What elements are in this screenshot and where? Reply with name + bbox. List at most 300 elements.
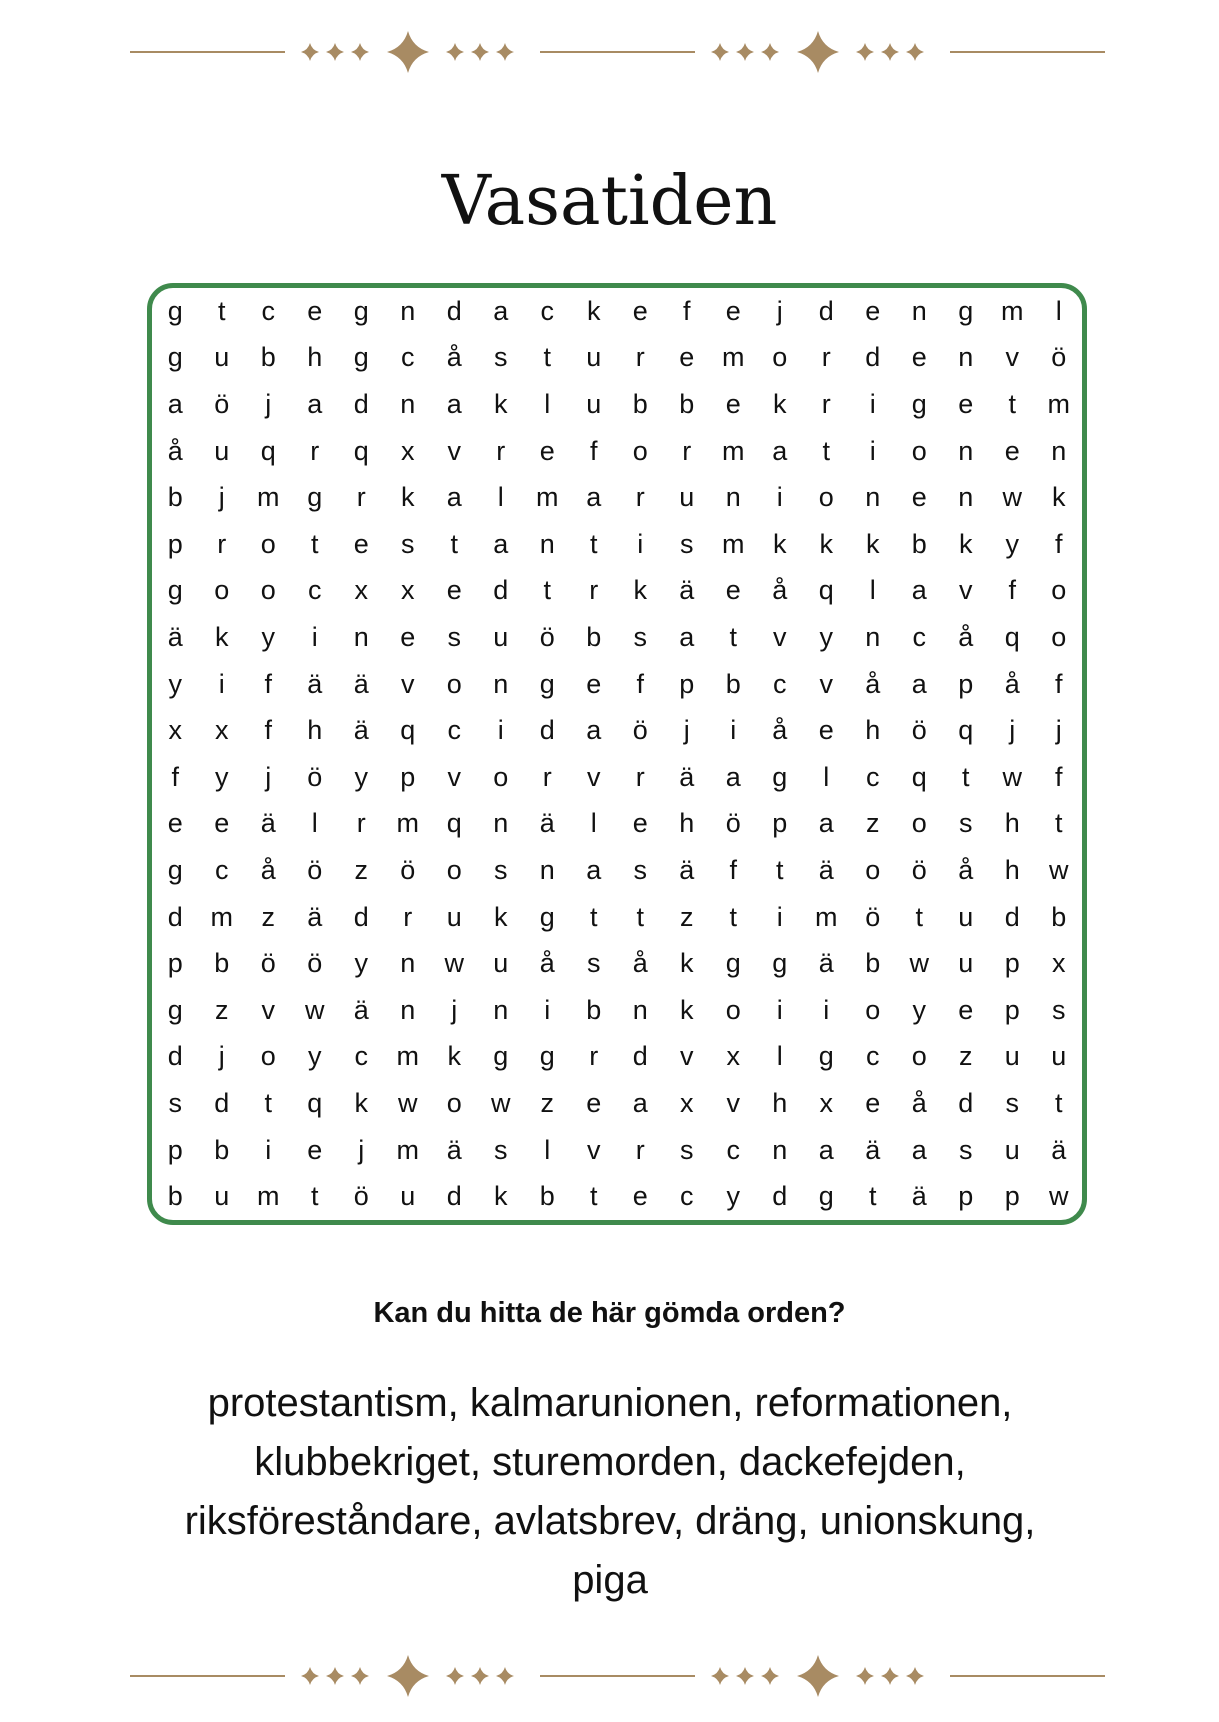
grid-letter[interactable]: ö — [307, 761, 323, 792]
grid-letter[interactable]: å — [260, 854, 276, 885]
grid-letter[interactable]: å — [772, 575, 788, 606]
grid-letter[interactable]: u — [493, 621, 509, 652]
grid-letter[interactable]: m — [536, 482, 559, 513]
grid-letter[interactable]: d — [539, 715, 555, 746]
grid-letter[interactable]: a — [446, 482, 462, 513]
grid-letter[interactable]: r — [310, 435, 320, 466]
grid-letter[interactable]: r — [589, 1041, 599, 1072]
grid-letter[interactable]: g — [911, 388, 927, 419]
grid-letter[interactable]: ä — [446, 1134, 462, 1165]
grid-letter[interactable]: o — [260, 575, 276, 606]
grid-letter[interactable]: a — [818, 1134, 834, 1165]
grid-letter[interactable]: o — [911, 1041, 927, 1072]
grid-letter[interactable]: e — [400, 621, 416, 652]
grid-letter[interactable]: n — [400, 994, 416, 1025]
grid-letter[interactable]: l — [823, 761, 830, 792]
grid-letter[interactable]: o — [446, 854, 462, 885]
grid-letter[interactable]: w — [305, 994, 325, 1025]
grid-letter[interactable]: p — [167, 948, 183, 979]
grid-letter[interactable]: i — [544, 994, 551, 1025]
grid-letter[interactable]: ö — [214, 388, 230, 419]
grid-letter[interactable]: g — [539, 1041, 555, 1072]
grid-letter[interactable]: k — [494, 901, 508, 932]
grid-letter[interactable]: o — [1051, 575, 1067, 606]
grid-letter[interactable]: c — [215, 854, 229, 885]
grid-letter[interactable]: v — [726, 1087, 740, 1118]
grid-letter[interactable]: g — [539, 901, 555, 932]
grid-letter[interactable]: q — [911, 761, 927, 792]
grid-letter[interactable]: c — [308, 575, 322, 606]
grid-letter[interactable]: b — [586, 994, 602, 1025]
grid-letter[interactable]: u — [958, 901, 974, 932]
grid-letter[interactable]: e — [1004, 435, 1020, 466]
grid-letter[interactable]: x — [726, 1041, 740, 1072]
grid-letter[interactable]: g — [772, 761, 788, 792]
grid-letter[interactable]: t — [450, 528, 458, 559]
grid-letter[interactable]: o — [911, 808, 927, 839]
grid-letter[interactable]: e — [632, 1181, 648, 1212]
grid-letter[interactable]: t — [729, 621, 737, 652]
grid-letter[interactable]: n — [632, 994, 648, 1025]
grid-letter[interactable]: e — [307, 295, 323, 326]
grid-letter[interactable]: ä — [865, 1134, 881, 1165]
grid-letter[interactable]: d — [353, 388, 369, 419]
grid-letter[interactable]: k — [773, 388, 787, 419]
grid-letter[interactable]: e — [353, 528, 369, 559]
grid-letter[interactable]: s — [494, 854, 508, 885]
grid-letter[interactable]: s — [680, 1134, 694, 1165]
grid-letter[interactable]: o — [911, 435, 927, 466]
grid-letter[interactable]: o — [446, 668, 462, 699]
grid-letter[interactable]: n — [400, 295, 416, 326]
grid-letter[interactable]: g — [307, 482, 323, 513]
grid-letter[interactable]: v — [680, 1041, 694, 1072]
grid-letter[interactable]: ö — [260, 948, 276, 979]
grid-letter[interactable]: u — [214, 1181, 230, 1212]
grid-letter[interactable]: t — [822, 435, 830, 466]
grid-letter[interactable]: h — [679, 808, 695, 839]
grid-letter[interactable]: r — [356, 482, 366, 513]
grid-letter[interactable]: v — [1005, 342, 1019, 373]
grid-letter[interactable]: r — [821, 388, 831, 419]
grid-letter[interactable]: s — [959, 1134, 973, 1165]
grid-letter[interactable]: c — [354, 1041, 368, 1072]
grid-letter[interactable]: j — [1009, 715, 1016, 746]
grid-letter[interactable]: m — [722, 342, 745, 373]
grid-letter[interactable]: w — [491, 1087, 511, 1118]
grid-letter[interactable]: f — [1054, 761, 1063, 792]
grid-letter[interactable]: e — [725, 295, 741, 326]
grid-letter[interactable]: i — [869, 435, 876, 466]
grid-letter[interactable]: t — [1008, 388, 1016, 419]
grid-letter[interactable]: k — [866, 528, 880, 559]
grid-letter[interactable]: x — [819, 1087, 833, 1118]
grid-letter[interactable]: ä — [260, 808, 276, 839]
grid-letter[interactable]: i — [265, 1134, 272, 1165]
grid-letter[interactable]: l — [544, 388, 551, 419]
grid-letter[interactable]: p — [958, 1181, 974, 1212]
grid-letter[interactable]: ö — [725, 808, 741, 839]
grid-letter[interactable]: y — [819, 621, 833, 652]
grid-letter[interactable]: i — [637, 528, 644, 559]
grid-letter[interactable]: å — [958, 621, 974, 652]
grid-letter[interactable]: l — [590, 808, 597, 839]
grid-letter[interactable]: a — [167, 388, 183, 419]
grid-letter[interactable]: f — [1054, 528, 1063, 559]
grid-letter[interactable]: g — [167, 854, 183, 885]
grid-letter[interactable]: n — [911, 295, 927, 326]
grid-letter[interactable]: t — [636, 901, 644, 932]
grid-letter[interactable]: c — [726, 1134, 740, 1165]
grid-letter[interactable]: m — [1047, 388, 1070, 419]
grid-letter[interactable]: b — [1051, 901, 1067, 932]
grid-letter[interactable]: s — [168, 1087, 182, 1118]
grid-letter[interactable]: u — [586, 342, 602, 373]
grid-letter[interactable]: c — [261, 295, 275, 326]
grid-letter[interactable]: n — [493, 668, 509, 699]
grid-letter[interactable]: i — [497, 715, 504, 746]
grid-letter[interactable]: x — [215, 715, 229, 746]
grid-letter[interactable]: l — [776, 1041, 783, 1072]
grid-letter[interactable]: v — [587, 761, 601, 792]
grid-letter[interactable]: s — [401, 528, 415, 559]
grid-letter[interactable]: s — [587, 948, 601, 979]
grid-letter[interactable]: f — [264, 715, 272, 746]
grid-letter[interactable]: x — [168, 715, 182, 746]
grid-letter[interactable]: o — [214, 575, 230, 606]
grid-letter[interactable]: k — [401, 482, 415, 513]
grid-letter[interactable]: a — [725, 761, 741, 792]
grid-letter[interactable]: w — [444, 948, 464, 979]
grid-letter[interactable]: f — [682, 295, 691, 326]
grid-letter[interactable]: t — [310, 528, 319, 559]
grid-letter[interactable]: i — [869, 388, 876, 419]
grid-letter[interactable]: e — [214, 808, 230, 839]
grid-letter[interactable]: m — [815, 901, 838, 932]
grid-letter[interactable]: m — [257, 482, 280, 513]
grid-letter[interactable]: i — [776, 482, 783, 513]
grid-letter[interactable]: n — [772, 1134, 788, 1165]
grid-letter[interactable]: å — [539, 948, 555, 979]
grid-letter[interactable]: l — [497, 482, 504, 513]
grid-letter[interactable]: b — [167, 482, 183, 513]
grid-letter[interactable]: ä — [353, 668, 369, 699]
grid-letter[interactable]: k — [680, 994, 694, 1025]
grid-letter[interactable]: å — [1004, 668, 1020, 699]
grid-letter[interactable]: h — [307, 342, 323, 373]
grid-letter[interactable]: t — [868, 1181, 877, 1212]
grid-letter[interactable]: c — [401, 342, 415, 373]
grid-letter[interactable]: r — [496, 435, 506, 466]
grid-letter[interactable]: x — [680, 1087, 694, 1118]
grid-letter[interactable]: b — [214, 948, 230, 979]
grid-letter[interactable]: å — [167, 435, 183, 466]
grid-letter[interactable]: b — [679, 388, 695, 419]
grid-letter[interactable]: e — [865, 295, 881, 326]
grid-letter[interactable]: t — [1054, 1087, 1063, 1118]
grid-letter[interactable]: s — [680, 528, 694, 559]
grid-letter[interactable]: r — [356, 808, 366, 839]
grid-letter[interactable]: k — [494, 1181, 508, 1212]
grid-letter[interactable]: m — [722, 528, 745, 559]
grid-letter[interactable]: u — [493, 948, 509, 979]
grid-letter[interactable]: g — [818, 1181, 834, 1212]
grid-letter[interactable]: m — [722, 435, 745, 466]
grid-letter[interactable]: n — [400, 948, 416, 979]
grid-letter[interactable]: p — [167, 1134, 183, 1165]
grid-letter[interactable]: y — [726, 1181, 740, 1212]
grid-letter[interactable]: k — [447, 1041, 461, 1072]
grid-letter[interactable]: j — [358, 1134, 365, 1165]
grid-letter[interactable]: k — [680, 948, 694, 979]
grid-letter[interactable]: k — [773, 528, 787, 559]
grid-letter[interactable]: x — [1052, 948, 1066, 979]
grid-letter[interactable]: ö — [400, 854, 416, 885]
grid-letter[interactable]: a — [586, 482, 602, 513]
grid-letter[interactable]: p — [679, 668, 695, 699]
grid-letter[interactable]: a — [911, 668, 927, 699]
grid-letter[interactable]: n — [493, 994, 509, 1025]
grid-letter[interactable]: d — [772, 1181, 788, 1212]
grid-letter[interactable]: d — [446, 1181, 462, 1212]
grid-letter[interactable]: l — [1055, 295, 1062, 326]
grid-letter[interactable]: b — [539, 1181, 555, 1212]
grid-letter[interactable]: n — [539, 528, 555, 559]
grid-letter[interactable]: q — [400, 715, 416, 746]
grid-letter[interactable]: t — [217, 295, 226, 326]
grid-letter[interactable]: r — [403, 901, 413, 932]
grid-letter[interactable]: v — [401, 668, 415, 699]
grid-letter[interactable]: p — [1004, 1181, 1020, 1212]
grid-letter[interactable]: g — [167, 575, 183, 606]
grid-letter[interactable]: n — [1051, 435, 1067, 466]
grid-letter[interactable]: b — [214, 1134, 230, 1165]
grid-letter[interactable]: s — [494, 1134, 508, 1165]
grid-letter[interactable]: k — [633, 575, 647, 606]
grid-letter[interactable]: n — [865, 482, 881, 513]
grid-letter[interactable]: j — [218, 1041, 225, 1072]
grid-letter[interactable]: w — [1049, 854, 1069, 885]
grid-letter[interactable]: t — [589, 528, 598, 559]
grid-letter[interactable]: p — [167, 528, 183, 559]
grid-letter[interactable]: j — [265, 761, 272, 792]
grid-letter[interactable]: ä — [307, 901, 323, 932]
grid-letter[interactable]: å — [911, 1087, 927, 1118]
grid-letter[interactable]: d — [446, 295, 462, 326]
grid-letter[interactable]: r — [217, 528, 227, 559]
grid-letter[interactable]: c — [866, 761, 880, 792]
grid-letter[interactable]: d — [353, 901, 369, 932]
grid-letter[interactable]: r — [635, 1134, 645, 1165]
grid-letter[interactable]: s — [447, 621, 461, 652]
grid-letter[interactable]: d — [632, 1041, 648, 1072]
grid-letter[interactable]: j — [265, 388, 272, 419]
grid-letter[interactable]: ä — [1051, 1134, 1067, 1165]
grid-letter[interactable]: e — [958, 388, 974, 419]
grid-letter[interactable]: t — [1054, 808, 1063, 839]
grid-letter[interactable]: c — [912, 621, 926, 652]
grid-letter[interactable]: u — [586, 388, 602, 419]
grid-letter[interactable]: ö — [539, 621, 555, 652]
grid-letter[interactable]: q — [818, 575, 834, 606]
grid-letter[interactable]: s — [633, 621, 647, 652]
grid-letter[interactable]: d — [167, 1041, 183, 1072]
grid-letter[interactable]: o — [818, 482, 834, 513]
grid-letter[interactable]: l — [311, 808, 318, 839]
grid-letter[interactable]: s — [959, 808, 973, 839]
grid-letter[interactable]: c — [773, 668, 787, 699]
grid-letter[interactable]: j — [776, 295, 783, 326]
grid-letter[interactable]: u — [214, 342, 230, 373]
grid-letter[interactable]: a — [493, 295, 509, 326]
grid-letter[interactable]: u — [214, 435, 230, 466]
grid-letter[interactable]: e — [725, 575, 741, 606]
grid-letter[interactable]: e — [679, 342, 695, 373]
grid-letter[interactable]: m — [396, 1041, 419, 1072]
grid-letter[interactable]: ö — [632, 715, 648, 746]
grid-letter[interactable]: z — [959, 1041, 973, 1072]
grid-letter[interactable]: c — [680, 1181, 694, 1212]
grid-letter[interactable]: z — [261, 901, 275, 932]
grid-letter[interactable]: n — [958, 435, 974, 466]
grid-letter[interactable]: q — [353, 435, 369, 466]
grid-letter[interactable]: x — [401, 575, 415, 606]
grid-letter[interactable]: r — [589, 575, 599, 606]
grid-letter[interactable]: z — [215, 994, 229, 1025]
grid-letter[interactable]: f — [589, 435, 598, 466]
grid-letter[interactable]: v — [959, 575, 973, 606]
grid-letter[interactable]: å — [632, 948, 648, 979]
grid-letter[interactable]: a — [911, 1134, 927, 1165]
grid-letter[interactable]: e — [632, 295, 648, 326]
grid-letter[interactable]: ö — [911, 715, 927, 746]
grid-letter[interactable]: a — [493, 528, 509, 559]
grid-letter[interactable]: t — [775, 854, 784, 885]
grid-letter[interactable]: n — [958, 342, 974, 373]
grid-letter[interactable]: p — [1004, 994, 1020, 1025]
grid-letter[interactable]: t — [264, 1087, 272, 1118]
grid-letter[interactable]: d — [214, 1087, 230, 1118]
grid-letter[interactable]: ä — [818, 948, 834, 979]
grid-letter[interactable]: q — [260, 435, 276, 466]
grid-letter[interactable]: j — [1055, 715, 1062, 746]
grid-letter[interactable]: b — [586, 621, 602, 652]
grid-letter[interactable]: v — [261, 994, 275, 1025]
grid-letter[interactable]: r — [542, 761, 552, 792]
grid-letter[interactable]: y — [168, 668, 182, 699]
grid-letter[interactable]: g — [818, 1041, 834, 1072]
grid-letter[interactable]: ä — [353, 994, 369, 1025]
grid-letter[interactable]: n — [539, 854, 555, 885]
grid-letter[interactable]: ä — [911, 1181, 927, 1212]
grid-letter[interactable]: b — [725, 668, 741, 699]
grid-letter[interactable]: v — [447, 435, 461, 466]
grid-letter[interactable]: a — [307, 388, 323, 419]
grid-letter[interactable]: ä — [679, 575, 695, 606]
grid-letter[interactable]: r — [635, 761, 645, 792]
grid-letter[interactable]: o — [260, 528, 276, 559]
grid-letter[interactable]: b — [911, 528, 927, 559]
grid-letter[interactable]: y — [215, 761, 229, 792]
grid-letter[interactable]: z — [354, 854, 368, 885]
grid-letter[interactable]: d — [493, 575, 509, 606]
grid-letter[interactable]: o — [493, 761, 509, 792]
grid-letter[interactable]: u — [1004, 1041, 1020, 1072]
grid-letter[interactable]: q — [1004, 621, 1020, 652]
grid-letter[interactable]: k — [587, 295, 601, 326]
grid-letter[interactable]: e — [958, 994, 974, 1025]
grid-letter[interactable]: a — [911, 575, 927, 606]
grid-letter[interactable]: å — [446, 342, 462, 373]
grid-letter[interactable]: w — [1002, 482, 1022, 513]
grid-letter[interactable]: ö — [865, 901, 881, 932]
grid-letter[interactable]: b — [632, 388, 648, 419]
grid-letter[interactable]: g — [539, 668, 555, 699]
grid-letter[interactable]: n — [353, 621, 369, 652]
grid-letter[interactable]: c — [866, 1041, 880, 1072]
grid-letter[interactable]: d — [1004, 901, 1020, 932]
grid-letter[interactable]: s — [633, 854, 647, 885]
grid-letter[interactable]: a — [586, 854, 602, 885]
grid-letter[interactable]: l — [869, 575, 876, 606]
grid-letter[interactable]: g — [725, 948, 741, 979]
grid-letter[interactable]: a — [632, 1087, 648, 1118]
grid-letter[interactable]: b — [167, 1181, 183, 1212]
grid-letter[interactable]: ö — [1051, 342, 1067, 373]
grid-letter[interactable]: h — [307, 715, 323, 746]
grid-letter[interactable]: k — [819, 528, 833, 559]
grid-letter[interactable]: e — [586, 1087, 602, 1118]
grid-letter[interactable]: w — [1049, 1181, 1069, 1212]
grid-letter[interactable]: g — [353, 342, 369, 373]
grid-letter[interactable]: v — [587, 1134, 601, 1165]
grid-letter[interactable]: ö — [911, 854, 927, 885]
grid-letter[interactable]: s — [494, 342, 508, 373]
grid-letter[interactable]: o — [725, 994, 741, 1025]
grid-letter[interactable]: f — [171, 761, 179, 792]
grid-letter[interactable]: a — [586, 715, 602, 746]
grid-letter[interactable]: r — [635, 342, 645, 373]
grid-letter[interactable]: i — [730, 715, 737, 746]
grid-letter[interactable]: e — [725, 388, 741, 419]
grid-letter[interactable]: t — [915, 901, 923, 932]
grid-letter[interactable]: o — [865, 854, 881, 885]
grid-letter[interactable]: z — [680, 901, 694, 932]
grid-letter[interactable]: t — [543, 342, 551, 373]
grid-letter[interactable]: u — [679, 482, 695, 513]
grid-letter[interactable]: m — [257, 1181, 280, 1212]
grid-letter[interactable]: o — [1051, 621, 1067, 652]
grid-letter[interactable]: e — [307, 1134, 323, 1165]
grid-letter[interactable]: g — [167, 295, 183, 326]
grid-letter[interactable]: k — [959, 528, 973, 559]
grid-letter[interactable]: n — [493, 808, 509, 839]
grid-letter[interactable]: ä — [307, 668, 323, 699]
grid-letter[interactable]: e — [818, 715, 834, 746]
grid-letter[interactable]: p — [1004, 948, 1020, 979]
grid-letter[interactable]: x — [401, 435, 415, 466]
grid-letter[interactable]: a — [818, 808, 834, 839]
grid-letter[interactable]: o — [446, 1087, 462, 1118]
grid-letter[interactable]: i — [776, 901, 783, 932]
grid-letter[interactable]: t — [543, 575, 551, 606]
grid-letter[interactable]: d — [818, 295, 834, 326]
grid-letter[interactable]: ä — [679, 761, 695, 792]
grid-letter[interactable]: n — [958, 482, 974, 513]
grid-letter[interactable]: å — [958, 854, 974, 885]
grid-letter[interactable]: p — [400, 761, 416, 792]
grid-letter[interactable]: k — [1052, 482, 1066, 513]
